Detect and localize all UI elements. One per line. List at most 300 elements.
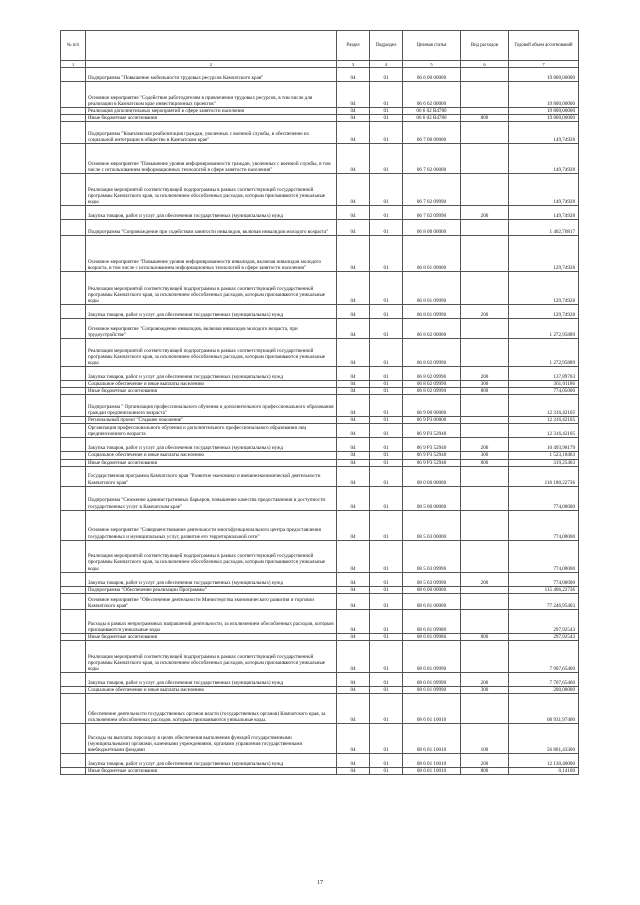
row-expense-type-cell: 300 — [461, 381, 509, 388]
row-target-article-cell: 08 6 00 00000 — [403, 586, 461, 593]
row-number-cell — [61, 510, 86, 540]
row-razdel-cell: 04 — [337, 220, 370, 236]
row-amount-cell: 1 523,18463 — [509, 452, 579, 459]
row-podrazdel-cell: 01 — [370, 339, 403, 367]
row-expense-type-cell: 200 — [461, 672, 509, 686]
row-podrazdel-cell: 01 — [370, 672, 403, 686]
row-expense-type-cell: 800 — [461, 767, 509, 774]
row-number-cell — [61, 339, 86, 367]
row-podrazdel-cell: 01 — [370, 108, 403, 115]
row-amount-cell: 77 246,95403 — [509, 593, 579, 609]
row-name-cell: Подпрограмма "Обеспечение реализации Программы" — [86, 586, 337, 593]
row-target-article-cell: 08 6 01 09980 — [403, 609, 461, 633]
row-name-cell: Расходы на выплаты персоналу в целях обеспечения выполнения функций государственными (муниципальными) органами, казенными учреждениями, органами управления государственными внебюджетными фондами — [86, 723, 337, 753]
row-number-cell — [61, 452, 86, 459]
row-amount-cell: 149,74928 — [509, 174, 579, 206]
row-podrazdel-cell: 01 — [370, 723, 403, 753]
row-razdel-cell: 04 — [337, 122, 370, 144]
row-number-cell — [61, 82, 86, 108]
row-name-cell: Подпрограмма "Повышение мобильности трудовых ресурсов Камчатского края" — [86, 68, 337, 82]
row-podrazdel-cell: 01 — [370, 272, 403, 305]
row-expense-type-cell: 200 — [461, 206, 509, 220]
row-expense-type-cell — [461, 144, 509, 174]
row-razdel-cell: 04 — [337, 723, 370, 753]
row-number-cell — [61, 424, 86, 438]
row-target-article-cell: 06 9 P3 52940 — [403, 438, 461, 452]
table-row — [61, 486, 579, 510]
row-amount-cell: 200,00000 — [509, 686, 579, 693]
row-expense-type-cell: 800 — [461, 459, 509, 466]
row-amount-cell: 7 707,65460 — [509, 672, 579, 686]
row-target-article-cell: 06 7 02 09990 — [403, 174, 461, 206]
row-amount-cell: 774,00000 — [509, 540, 579, 572]
budget-table-sheet — [60, 30, 578, 775]
row-podrazdel-cell: 01 — [370, 459, 403, 466]
row-name-cell: Закупка товаров, работ и услуг для обеспечения государственных (муниципальных) нужд — [86, 206, 337, 220]
row-amount-cell: 297,92543 — [509, 633, 579, 640]
row-name-cell: Подпрограмма "Комплексная реабилитация граждан, уволенных с военной службы, в обеспечение их социальной интеграции в общество в Камчатском крае" — [86, 122, 337, 144]
row-razdel-cell: 04 — [337, 236, 370, 272]
row-amount-cell: 774,00000 — [509, 572, 579, 586]
row-expense-type-cell — [461, 586, 509, 593]
row-expense-type-cell — [461, 174, 509, 206]
table-row — [61, 510, 579, 540]
table-row — [61, 633, 579, 640]
budget-table — [60, 30, 579, 775]
row-expense-type-cell — [461, 424, 509, 438]
row-expense-type-cell: 200 — [461, 572, 509, 586]
row-number-cell — [61, 633, 86, 640]
row-name-cell: Реализация дополнительных мероприятий в сфере занятости населения — [86, 108, 337, 115]
table-row — [61, 68, 579, 82]
column-number: 6 — [461, 61, 509, 68]
row-podrazdel-cell: 01 — [370, 438, 403, 452]
row-target-article-cell: 08 6 01 09990 — [403, 686, 461, 693]
row-target-article-cell: 06 8 01 09990 — [403, 272, 461, 305]
table-row — [61, 122, 579, 144]
row-target-article-cell: 06 7 02 09990 — [403, 206, 461, 220]
row-name-cell: Основное мероприятие "Обеспечение деятельности Министерства экономического развития и торговли Камчатского края" — [86, 593, 337, 609]
table-row — [61, 272, 579, 305]
row-target-article-cell: 06 7 00 00000 — [403, 122, 461, 144]
row-name-cell: Реализация мероприятий соответствующей подпрограммы в рамках соответствующей государственной программы Камчатского края, за исключением обособленных расходов, которым присваиваются уникальные коды — [86, 540, 337, 572]
table-row — [61, 381, 579, 388]
row-podrazdel-cell: 01 — [370, 424, 403, 438]
row-expense-type-cell — [461, 510, 509, 540]
row-podrazdel-cell: 01 — [370, 609, 403, 633]
row-podrazdel-cell: 01 — [370, 633, 403, 640]
row-amount-cell: 129,74928 — [509, 272, 579, 305]
row-number-cell — [61, 572, 86, 586]
row-target-article-cell: 08 0 00 00000 — [403, 466, 461, 486]
column-number: 7 — [509, 61, 579, 68]
row-expense-type-cell — [461, 486, 509, 510]
row-amount-cell: 149,74928 — [509, 206, 579, 220]
row-amount-cell: 12 130,40000 — [509, 753, 579, 767]
row-podrazdel-cell: 01 — [370, 452, 403, 459]
row-podrazdel-cell: 01 — [370, 586, 403, 593]
row-amount-cell: 774,00000 — [509, 510, 579, 540]
header-target-article: Целевая статья — [403, 31, 461, 61]
row-target-article-cell: 08 6 01 09990 — [403, 640, 461, 672]
table-row — [61, 586, 579, 593]
column-numbers-row — [61, 61, 579, 68]
row-expense-type-cell — [461, 593, 509, 609]
row-podrazdel-cell: 01 — [370, 319, 403, 339]
row-razdel-cell: 04 — [337, 540, 370, 572]
row-number-cell — [61, 486, 86, 510]
row-amount-cell: 361,01186 — [509, 381, 579, 388]
row-target-article-cell: 06 6 00 00000 — [403, 68, 461, 82]
row-name-cell: Закупка товаров, работ и услуг для обеспечения государственных (муниципальных) нужд — [86, 438, 337, 452]
row-name-cell: Реализация мероприятий соответствующей подпрограммы в рамках соответствующей государственной программы Камчатского края, за исключением обособленных расходов, которым присваиваются уникальные коды — [86, 272, 337, 305]
row-amount-cell: 68 931,97400 — [509, 693, 579, 723]
row-amount-cell: 137,89703 — [509, 367, 579, 381]
row-razdel-cell: 04 — [337, 108, 370, 115]
row-razdel-cell: 04 — [337, 115, 370, 122]
row-name-cell: Региональный проект "Старшее поколение" — [86, 417, 337, 424]
row-name-cell: Государственная программа Камчатского края "Развитие экономики и внешнеэкономической деятельности Камчатского края" — [86, 466, 337, 486]
row-number-cell — [61, 466, 86, 486]
row-target-article-cell: 08 6 01 00000 — [403, 593, 461, 609]
row-expense-type-cell: 100 — [461, 723, 509, 753]
table-row — [61, 417, 579, 424]
row-podrazdel-cell: 01 — [370, 540, 403, 572]
row-razdel-cell: 04 — [337, 272, 370, 305]
row-number-cell — [61, 115, 86, 122]
row-podrazdel-cell: 01 — [370, 753, 403, 767]
row-amount-cell: 19 800,00000 — [509, 82, 579, 108]
table-row — [61, 144, 579, 174]
row-number-cell — [61, 144, 86, 174]
row-podrazdel-cell: 01 — [370, 206, 403, 220]
page-number: 17 — [317, 880, 323, 886]
row-podrazdel-cell: 01 — [370, 640, 403, 672]
row-name-cell: Закупка товаров, работ и услуг для обеспечения государственных (муниципальных) нужд — [86, 305, 337, 319]
row-expense-type-cell — [461, 319, 509, 339]
row-name-cell: Социальное обеспечение и иные выплаты населению — [86, 686, 337, 693]
table-row — [61, 115, 579, 122]
row-number-cell — [61, 174, 86, 206]
row-number-cell — [61, 367, 86, 381]
row-target-article-cell: 06 9 P3 52940 — [403, 459, 461, 466]
row-expense-type-cell: 200 — [461, 753, 509, 767]
row-number-cell — [61, 108, 86, 115]
row-number-cell — [61, 68, 86, 82]
row-amount-cell: 12 316,42105 — [509, 424, 579, 438]
row-razdel-cell: 04 — [337, 640, 370, 672]
row-target-article-cell: 06 6 02 R4780 — [403, 115, 461, 122]
row-number-cell — [61, 395, 86, 417]
row-name-cell: Реализация мероприятий соответствующей подпрограммы в рамках соответствующей государственной программы Камчатского края, за исключением обособленных расходов, которым присваиваются уникальные коды — [86, 339, 337, 367]
row-target-article-cell: 08 5 03 09990 — [403, 540, 461, 572]
row-number-cell — [61, 767, 86, 774]
row-number-cell — [61, 693, 86, 723]
row-amount-cell: 19 800,00000 — [509, 115, 579, 122]
row-amount-cell: 149,74928 — [509, 144, 579, 174]
header-expense-type: Вид расходов — [461, 31, 509, 61]
row-expense-type-cell: 300 — [461, 686, 509, 693]
table-row — [61, 174, 579, 206]
row-amount-cell: 7 907,65460 — [509, 640, 579, 672]
row-name-cell: Подпрограмма " Организация профессионального обучения и дополнительного профессионального образования граждан предпенсионного возраста" — [86, 395, 337, 417]
row-target-article-cell: 06 6 02 00000 — [403, 82, 461, 108]
row-number-cell — [61, 609, 86, 633]
row-target-article-cell: 06 8 01 00000 — [403, 236, 461, 272]
row-name-cell: Иные бюджетные ассигнования — [86, 388, 337, 395]
table-header-row — [61, 31, 579, 61]
row-target-article-cell: 06 8 01 09990 — [403, 305, 461, 319]
row-expense-type-cell: 800 — [461, 633, 509, 640]
table-row — [61, 108, 579, 115]
row-amount-cell: 774,05000 — [509, 388, 579, 395]
row-number-cell — [61, 672, 86, 686]
row-target-article-cell: 06 8 02 09990 — [403, 339, 461, 367]
row-number-cell — [61, 319, 86, 339]
row-target-article-cell: 08 5 03 00000 — [403, 510, 461, 540]
row-razdel-cell: 04 — [337, 424, 370, 438]
row-name-cell: Иные бюджетные ассигнования — [86, 459, 337, 466]
row-expense-type-cell — [461, 82, 509, 108]
row-razdel-cell: 04 — [337, 206, 370, 220]
row-podrazdel-cell: 01 — [370, 693, 403, 723]
row-number-cell — [61, 459, 86, 466]
table-row — [61, 220, 579, 236]
row-podrazdel-cell: 01 — [370, 395, 403, 417]
row-podrazdel-cell: 01 — [370, 144, 403, 174]
row-name-cell: Иные бюджетные ассигнования — [86, 767, 337, 774]
row-podrazdel-cell: 01 — [370, 236, 403, 272]
row-amount-cell: 297,92543 — [509, 609, 579, 633]
row-name-cell: Подпрограмма "Сопровождение при содействии занятости инвалидов, включая инвалидов молодого возраста" — [86, 220, 337, 236]
table-row — [61, 367, 579, 381]
row-expense-type-cell: 800 — [461, 388, 509, 395]
row-podrazdel-cell: 01 — [370, 417, 403, 424]
row-razdel-cell: 04 — [337, 82, 370, 108]
row-name-cell: Обеспечение деятельности государственных органов власти (государственных органов) Камчатского края, за исключением обособленных расходов, которым присваиваются уникальные коды. — [86, 693, 337, 723]
table-row — [61, 319, 579, 339]
row-name-cell: Закупка товаров, работ и услуг для обеспечения государственных (муниципальных) нужд — [86, 572, 337, 586]
table-row — [61, 206, 579, 220]
table-body — [61, 68, 579, 775]
row-number-cell — [61, 640, 86, 672]
row-razdel-cell: 04 — [337, 633, 370, 640]
row-expense-type-cell — [461, 272, 509, 305]
row-name-cell: Основное мероприятие "Повышение уровня информированности граждан, уволенных с военной службы, в том числе с использованием информационных технологий в сфере занятости населения" — [86, 144, 337, 174]
table-row — [61, 395, 579, 417]
row-podrazdel-cell: 01 — [370, 388, 403, 395]
row-number-cell — [61, 272, 86, 305]
row-expense-type-cell: 200 — [461, 305, 509, 319]
row-podrazdel-cell: 01 — [370, 572, 403, 586]
row-podrazdel-cell: 01 — [370, 305, 403, 319]
row-number-cell — [61, 305, 86, 319]
column-number: 2 — [86, 61, 337, 68]
row-razdel-cell: 04 — [337, 395, 370, 417]
row-name-cell: Основное мероприятие "Содействие работодателям в привлечении трудовых ресурсов, в том числе для реализации в Камчатском крае инвестиционных проектов" — [86, 82, 337, 108]
row-number-cell — [61, 438, 86, 452]
row-razdel-cell: 04 — [337, 510, 370, 540]
table-row — [61, 459, 579, 466]
row-number-cell — [61, 586, 86, 593]
table-row — [61, 767, 579, 774]
row-podrazdel-cell: 01 — [370, 381, 403, 388]
row-razdel-cell: 04 — [337, 767, 370, 774]
row-name-cell: Подпрограмма "Снижение административных барьеров, повышение качества предоставления и доступности государственных услуг в Камчатском крае" — [86, 486, 337, 510]
row-target-article-cell: 08 6 01 09990 — [403, 672, 461, 686]
row-name-cell: Иные бюджетные ассигнования — [86, 633, 337, 640]
row-podrazdel-cell: 01 — [370, 767, 403, 774]
row-podrazdel-cell: 01 — [370, 115, 403, 122]
row-number-cell — [61, 686, 86, 693]
row-razdel-cell: 04 — [337, 174, 370, 206]
row-name-cell: Расходы в рамках непрограммных направлений деятельности, за исключением обособленных расходов, которым присваиваются уникальные коды — [86, 609, 337, 633]
row-expense-type-cell — [461, 609, 509, 633]
row-name-cell: Социальное обеспечение и иные выплаты населению — [86, 452, 337, 459]
row-name-cell: Организация профессионального обучения и дополнительного профессионального образования лиц предпенсионного возраста — [86, 424, 337, 438]
row-number-cell — [61, 122, 86, 144]
row-name-cell: Основное мероприятие "Сопровождение инвалидов, включая инвалидов молодого возраста, при трудоустройстве" — [86, 319, 337, 339]
row-name-cell: Основное мероприятие "Совершенствование деятельности многофункционального центра предоставления государственных и муниципальных услуг, развитие его территориальной сети" — [86, 510, 337, 540]
row-target-article-cell: 06 8 02 09990 — [403, 388, 461, 395]
table-row — [61, 693, 579, 723]
row-target-article-cell: 08 6 01 10010 — [403, 753, 461, 767]
row-amount-cell: 129,74928 — [509, 236, 579, 272]
row-target-article-cell: 08 6 01 09980 — [403, 633, 461, 640]
row-name-cell: Основное мероприятие "Повышение уровня информированности инвалидов, включая инвалидов молодого возраста, в том числе с использованием информационных технологий в сфере занятости населения" — [86, 236, 337, 272]
row-target-article-cell: 08 6 01 10010 — [403, 767, 461, 774]
row-amount-cell: 19 800,00000 — [509, 108, 579, 115]
row-razdel-cell: 04 — [337, 459, 370, 466]
table-row — [61, 388, 579, 395]
table-row — [61, 236, 579, 272]
row-number-cell — [61, 381, 86, 388]
row-target-article-cell: 08 5 00 00000 — [403, 486, 461, 510]
row-expense-type-cell: 300 — [461, 452, 509, 459]
row-amount-cell: 116 180,22736 — [509, 466, 579, 486]
row-podrazdel-cell: 01 — [370, 122, 403, 144]
row-number-cell — [61, 723, 86, 753]
row-amount-cell: 56 801,43300 — [509, 723, 579, 753]
table-row — [61, 672, 579, 686]
row-number-cell — [61, 206, 86, 220]
row-razdel-cell: 04 — [337, 417, 370, 424]
row-name-cell: Реализация мероприятий соответствующей подпрограммы в рамках соответствующей государственной программы Камчатского края, за исключением обособленных расходов, которым присваиваются уникальные коды — [86, 640, 337, 672]
row-expense-type-cell — [461, 68, 509, 82]
row-razdel-cell: 04 — [337, 609, 370, 633]
row-expense-type-cell — [461, 339, 509, 367]
row-razdel-cell: 04 — [337, 693, 370, 723]
header-podrazdel: Подраздел — [370, 31, 403, 61]
row-name-cell: Закупка товаров, работ и услуг для обеспечения государственных (муниципальных) нужд — [86, 672, 337, 686]
table-row — [61, 609, 579, 633]
row-target-article-cell: 08 5 03 09990 — [403, 572, 461, 586]
row-amount-cell: 774,00000 — [509, 486, 579, 510]
row-podrazdel-cell: 01 — [370, 466, 403, 486]
row-expense-type-cell: 200 — [461, 367, 509, 381]
row-podrazdel-cell: 01 — [370, 82, 403, 108]
row-podrazdel-cell: 01 — [370, 174, 403, 206]
table-row — [61, 723, 579, 753]
row-target-article-cell: 06 9 00 00000 — [403, 395, 461, 417]
row-name-cell: Закупка товаров, работ и услуг для обеспечения государственных (муниципальных) нужд — [86, 753, 337, 767]
row-amount-cell: 1 272,95889 — [509, 319, 579, 339]
table-row — [61, 753, 579, 767]
row-number-cell — [61, 593, 86, 609]
row-expense-type-cell — [461, 108, 509, 115]
row-number-cell — [61, 388, 86, 395]
row-target-article-cell: 06 8 00 00000 — [403, 220, 461, 236]
row-razdel-cell: 04 — [337, 753, 370, 767]
row-razdel-cell: 04 — [337, 367, 370, 381]
row-razdel-cell: 04 — [337, 572, 370, 586]
table-row — [61, 686, 579, 693]
row-amount-cell: 10 493,98179 — [509, 438, 579, 452]
row-name-cell: Иные бюджетные ассигнования — [86, 115, 337, 122]
row-razdel-cell: 04 — [337, 452, 370, 459]
row-podrazdel-cell: 01 — [370, 510, 403, 540]
table-row — [61, 82, 579, 108]
row-target-article-cell: 06 6 02 R4780 — [403, 108, 461, 115]
row-number-cell — [61, 220, 86, 236]
row-expense-type-cell — [461, 395, 509, 417]
row-name-cell: Закупка товаров, работ и услуг для обеспечения государственных (муниципальных) нужд — [86, 367, 337, 381]
row-expense-type-cell — [461, 466, 509, 486]
table-row — [61, 640, 579, 672]
table-row — [61, 593, 579, 609]
row-target-article-cell: 08 6 01 10010 — [403, 693, 461, 723]
table-row — [61, 572, 579, 586]
row-podrazdel-cell: 01 — [370, 220, 403, 236]
row-razdel-cell: 04 — [337, 381, 370, 388]
row-amount-cell: 149,74928 — [509, 122, 579, 144]
row-razdel-cell: 04 — [337, 144, 370, 174]
row-expense-type-cell — [461, 220, 509, 236]
header-annual-amount: Годовой объем ассигнований — [509, 31, 579, 61]
row-target-article-cell: 06 8 02 09990 — [403, 367, 461, 381]
row-razdel-cell: 04 — [337, 339, 370, 367]
row-expense-type-cell: 800 — [461, 115, 509, 122]
row-expense-type-cell — [461, 693, 509, 723]
header-name — [86, 31, 337, 61]
row-podrazdel-cell: 01 — [370, 593, 403, 609]
row-razdel-cell: 04 — [337, 686, 370, 693]
row-number-cell — [61, 753, 86, 767]
row-expense-type-cell: 200 — [461, 438, 509, 452]
table-row — [61, 339, 579, 367]
row-target-article-cell: 06 9 P3 52940 — [403, 452, 461, 459]
row-expense-type-cell — [461, 540, 509, 572]
row-razdel-cell: 04 — [337, 68, 370, 82]
row-number-cell — [61, 417, 86, 424]
row-razdel-cell: 04 — [337, 305, 370, 319]
row-number-cell — [61, 540, 86, 572]
row-razdel-cell: 04 — [337, 466, 370, 486]
row-razdel-cell: 04 — [337, 486, 370, 510]
row-amount-cell: 0,14100 — [509, 767, 579, 774]
row-razdel-cell: 04 — [337, 319, 370, 339]
row-amount-cell: 129,74928 — [509, 305, 579, 319]
row-amount-cell: 12 316,42105 — [509, 395, 579, 417]
table-row — [61, 424, 579, 438]
table-row — [61, 305, 579, 319]
row-target-article-cell: 06 8 02 00000 — [403, 319, 461, 339]
row-amount-cell: 115 406,22736 — [509, 586, 579, 593]
row-target-article-cell: 08 6 01 10010 — [403, 723, 461, 753]
column-number: 4 — [370, 61, 403, 68]
row-podrazdel-cell: 01 — [370, 367, 403, 381]
row-podrazdel-cell: 01 — [370, 486, 403, 510]
